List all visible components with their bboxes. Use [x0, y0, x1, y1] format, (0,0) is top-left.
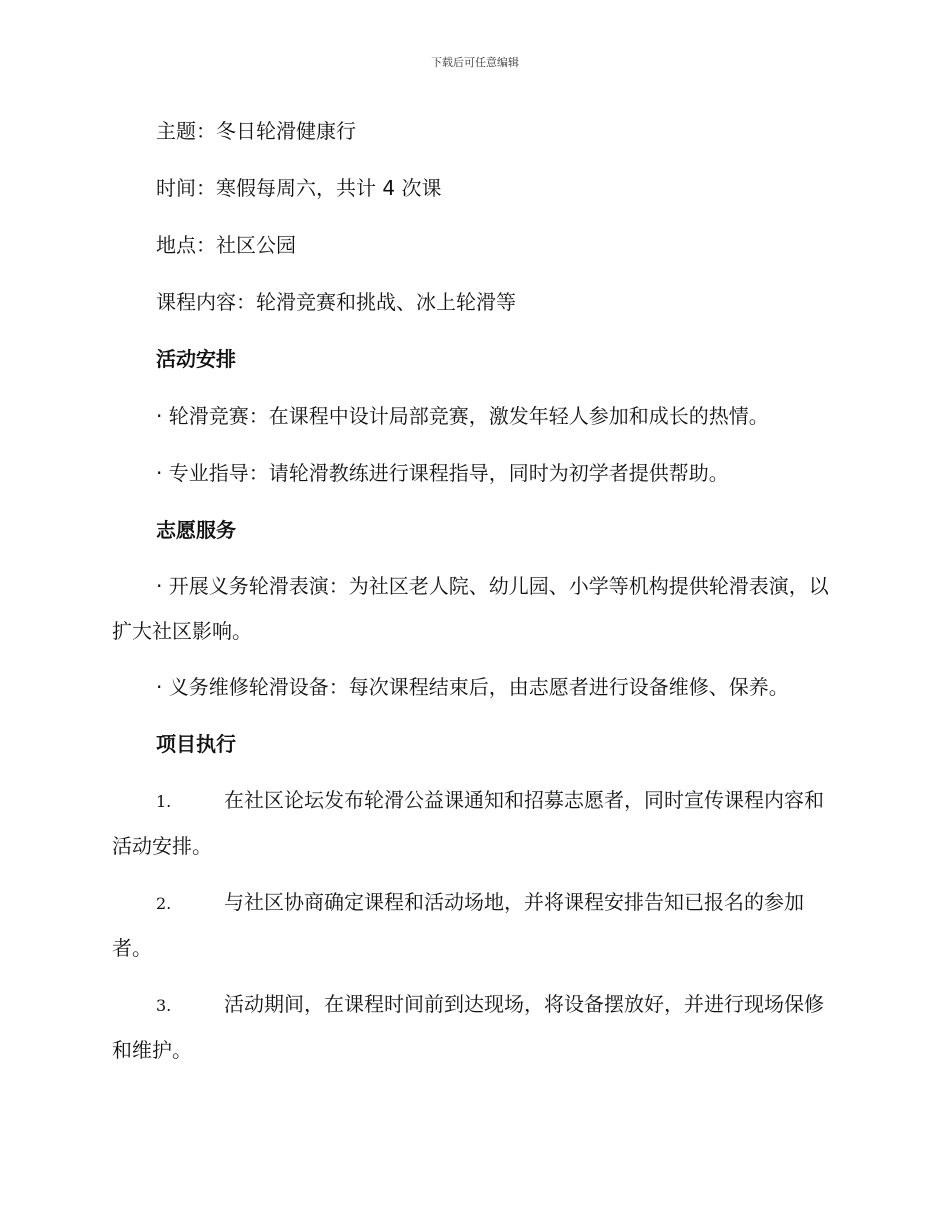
execution-item — [112, 982, 834, 1073]
activity-heading: 活动安排 — [156, 347, 236, 371]
execution-item-text: 在社区论坛发布轮滑公益课通知和招募志愿者，同时宣传课程内容和活动安排。 — [112, 788, 824, 858]
execution-item-text: 与社区协商确定课程和活动场地，并将课程安排告知已报名的参加者。 — [112, 890, 804, 960]
execution-item-number: 2. — [156, 894, 172, 913]
volunteer-heading: 志愿服务 — [156, 518, 236, 542]
execution-item — [112, 778, 834, 869]
volunteer-item: · 开展义务轮滑表演：为社区老人院、幼儿园、小学等机构提供轮滑表演，以扩大社区影响。 — [112, 574, 829, 643]
time-line: 时间：寒假每周六，共计 4 次课 — [156, 176, 442, 200]
execution-heading: 项目执行 — [156, 732, 236, 756]
place-line: 地点：社区公园 — [156, 233, 296, 257]
execution-item — [112, 880, 834, 971]
page-header-note: 下载后可任意编辑 — [431, 56, 519, 69]
activity-item: · 轮滑竞赛：在课程中设计局部竞赛，激发年轻人参加和成长的热情。 — [156, 404, 769, 428]
volunteer-item: · 义务维修轮滑设备：每次课程结束后，由志愿者进行设备维修、保养。 — [156, 675, 789, 699]
activity-item: · 专业指导：请轮滑教练进行课程指导，同时为初学者提供帮助。 — [156, 461, 729, 485]
course-content-line: 课程内容：轮滑竞赛和挑战、冰上轮滑等 — [156, 290, 516, 314]
theme-line: 主题：冬日轮滑健康行 — [156, 119, 356, 143]
document-body — [112, 108, 834, 1073]
execution-item-number: 3. — [156, 996, 172, 1015]
execution-item-text: 活动期间，在课程时间前到达现场，将设备摆放好，并进行现场保修和维护。 — [112, 992, 824, 1062]
execution-item-number: 1. — [156, 792, 172, 811]
